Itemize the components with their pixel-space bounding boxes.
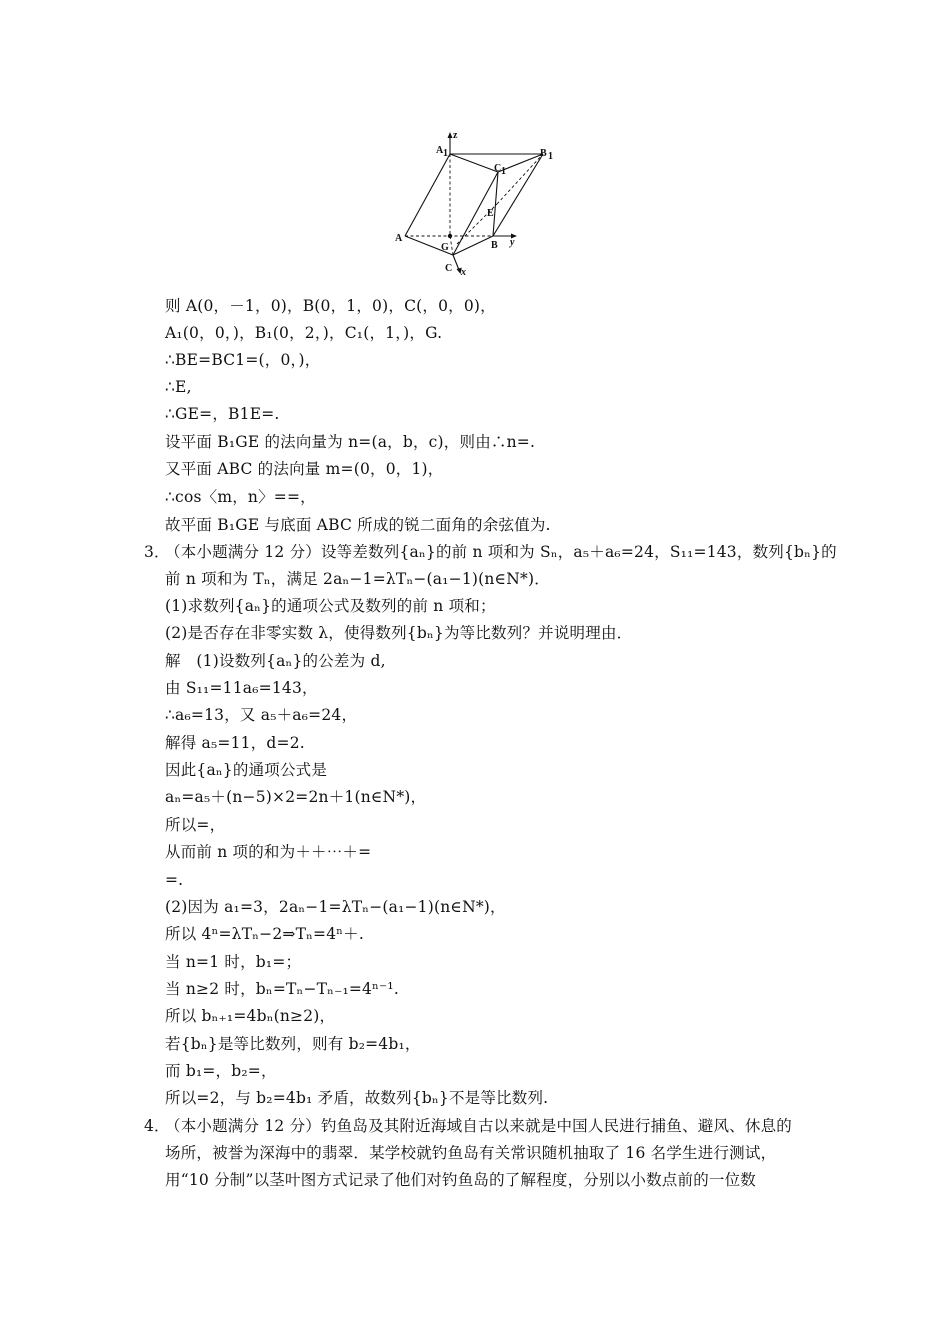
text-line: ∴E, — [165, 378, 192, 396]
vertex-b1-subscript: 1 — [548, 151, 553, 162]
text-line: 又平面 ABC 的法向量 m=(0，0，1)， — [165, 460, 444, 478]
text-line: 由 S₁₁=11a₆=143， — [165, 679, 318, 697]
problem-number: 3． — [144, 543, 170, 561]
vertex-c1-subscript: 1 — [501, 166, 506, 177]
point-g-label: G — [441, 242, 449, 253]
point-e-label: E — [487, 208, 494, 219]
text-line: 从而前 n 项的和为＋＋⋯＋= — [165, 843, 372, 861]
text-line: 场所，被誉为深海中的翡翠．某学校就钓鱼岛有关常识随机抽取了 16 名学生进行测试， — [165, 1144, 777, 1162]
text-line: (2)是否存在非零实数 λ，使得数列{bₙ}为等比数列？并说明理由． — [165, 624, 633, 642]
text-line: 前 n 项和为 Tₙ，满足 2aₙ−1=λTₙ−(a₁−1)(n∈N*)． — [165, 570, 550, 588]
text-line: (2)因为 a₁=3，2aₙ−1=λTₙ−(a₁−1)(n∈N*)， — [165, 898, 506, 916]
vertex-c-label: C — [445, 263, 453, 274]
y-axis-label: y — [510, 237, 515, 248]
vertex-c1-label: C — [494, 163, 502, 174]
problem-4-first-line: 4．（本小题满分 12 分）钓鱼岛及其附近海域自古以来就是中国人民进行捕鱼、避风、休息的 — [144, 1117, 792, 1135]
text-line: 所以=， — [165, 816, 226, 834]
text-line: ∴GE=，B1E=. — [165, 405, 280, 423]
vertex-a1-subscript: 1 — [443, 148, 448, 159]
text-line: 所以 bₙ₊₁=4bₙ(n≥2)， — [165, 1007, 336, 1025]
text-line: 解 (1)设数列{aₙ}的公差为 d, — [165, 652, 386, 670]
vertex-b1-label: B — [540, 148, 547, 159]
text-line: ∴BE=BC1=(，0，)， — [165, 351, 321, 369]
text-line: 所以 4ⁿ=λTₙ−2⇒Tₙ=4ⁿ＋. — [165, 925, 365, 943]
text-line: ∴a₆=13，又 a₅＋a₆=24， — [165, 706, 358, 724]
text-line: 所以=2，与 b₂=4b₁ 矛盾，故数列{bₙ}不是等比数列. — [165, 1089, 549, 1107]
problem-number: 4． — [144, 1117, 170, 1135]
text-line: 当 n=1 时，b₁=； — [165, 953, 302, 971]
vertex-b-label: B — [491, 240, 498, 251]
prism-figure — [385, 128, 560, 286]
z-axis-label: z — [453, 130, 458, 141]
text-line: aₙ=a₅＋(n−5)×2=2n＋1(n∈N*)， — [165, 788, 427, 806]
text-line: 若{bₙ}是等比数列，则有 b₂=4b₁， — [165, 1035, 421, 1053]
text-line: 则 A(0，－1，0)，B(0，1，0)，C(，0，0)， — [165, 297, 496, 315]
text-line: 故平面 B₁GE 与底面 ABC 所成的锐二面角的余弦值为. — [165, 516, 551, 534]
vertex-a1-label: A — [436, 145, 444, 156]
vertex-a-label: A — [395, 233, 403, 244]
x-axis-label: x — [461, 267, 466, 278]
text-line: ∴cos〈m，n〉==， — [165, 488, 316, 506]
text-line: =. — [165, 871, 184, 889]
text-line: 设平面 B₁GE 的法向量为 n=(a，b，c)，则由∴n=. — [165, 433, 536, 451]
text-line: (1)求数列{aₙ}的通项公式及数列的前 n 项和； — [165, 597, 496, 615]
text-line: 用“10 分制”以茎叶图方式记录了他们对钓鱼岛的了解程度，分别以小数点前的一位数 — [165, 1171, 757, 1189]
problem-3-first-line: 3．（本小题满分 12 分）设等差数列{aₙ}的前 n 项和为 Sₙ，a₅＋a₆=24，S₁₁=143，数列{bₙ}的 — [144, 543, 837, 561]
text-line: 当 n≥2 时，bₙ=Tₙ−Tₙ₋₁=4ⁿ⁻¹. — [165, 980, 399, 998]
text-line: A₁(0，0，)，B₁(0，2，)，C₁(，1，)，G. — [165, 324, 443, 342]
text-line: 而 b₁=，b₂=， — [165, 1062, 277, 1080]
text-line: 因此{aₙ}的通项公式是 — [165, 761, 328, 779]
text-line: 解得 a₅=11，d=2. — [165, 734, 305, 752]
